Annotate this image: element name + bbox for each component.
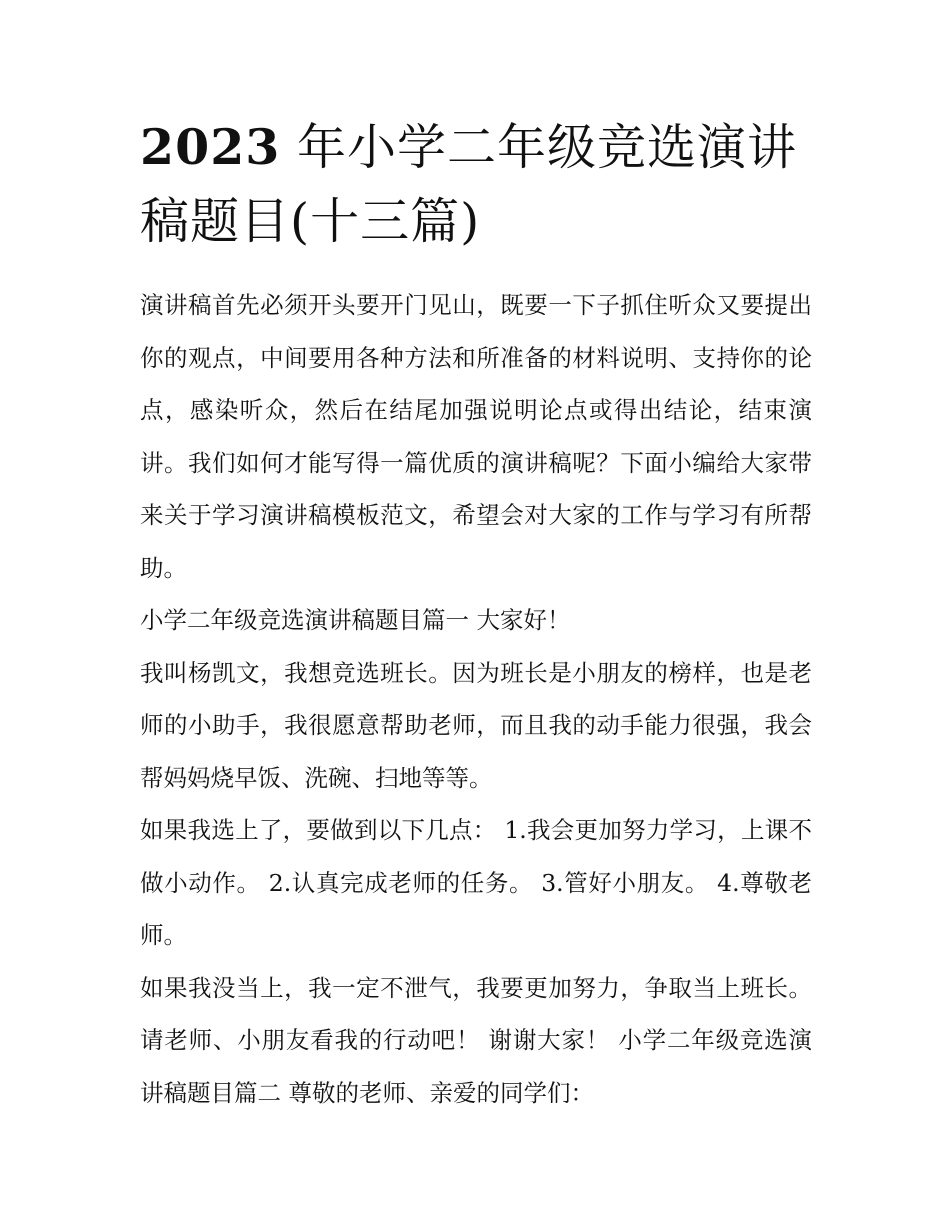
title-text: 年小学二年级竞选演讲稿题目(十三篇) — [140, 119, 797, 250]
body-paragraph: 如果我选上了，要做到以下几点： 1.我会更加努力学习，上课不做小动作。 2.认真完成老师的任务。 3.管好小朋友。 4.尊敬老师。 — [140, 816, 812, 949]
document-title — [140, 110, 812, 259]
intro-paragraph: 演讲稿首先必须开头要开门见山，既要一下子抓住听众又要提出你的观点，中间要用各种方法和所准备的材料说明、支持你的论点，感染听众，然后在结尾加强说明论点或得出结论，结束演讲。我们如何才能写得一篇优质的演讲稿呢？下面小编给大家带来关于学习演讲稿模板范文，希望会对大家的工作与学习有所帮助。 — [140, 291, 812, 582]
title-year: 2023 — [140, 118, 281, 176]
section-one-heading: 小学二年级竞选演讲稿题目篇一 大家好！ — [140, 606, 571, 634]
body-paragraph: 我叫杨凯文，我想竞选班长。因为班长是小朋友的榜样，也是老师的小助手，我很愿意帮助老师，而且我的动手能力很强，我会帮妈妈烧早饭、洗碗、扫地等等。 — [140, 658, 812, 792]
document-page — [140, 110, 812, 1119]
body-paragraph: 如果我没当上，我一定不泄气，我要更加努力，争取当上班长。 请老师、小朋友看我的行动吧！ 谢谢大家！ 小学二年级竞选演讲稿题目篇二 尊敬的老师、亲爱的同学们： — [140, 973, 812, 1107]
